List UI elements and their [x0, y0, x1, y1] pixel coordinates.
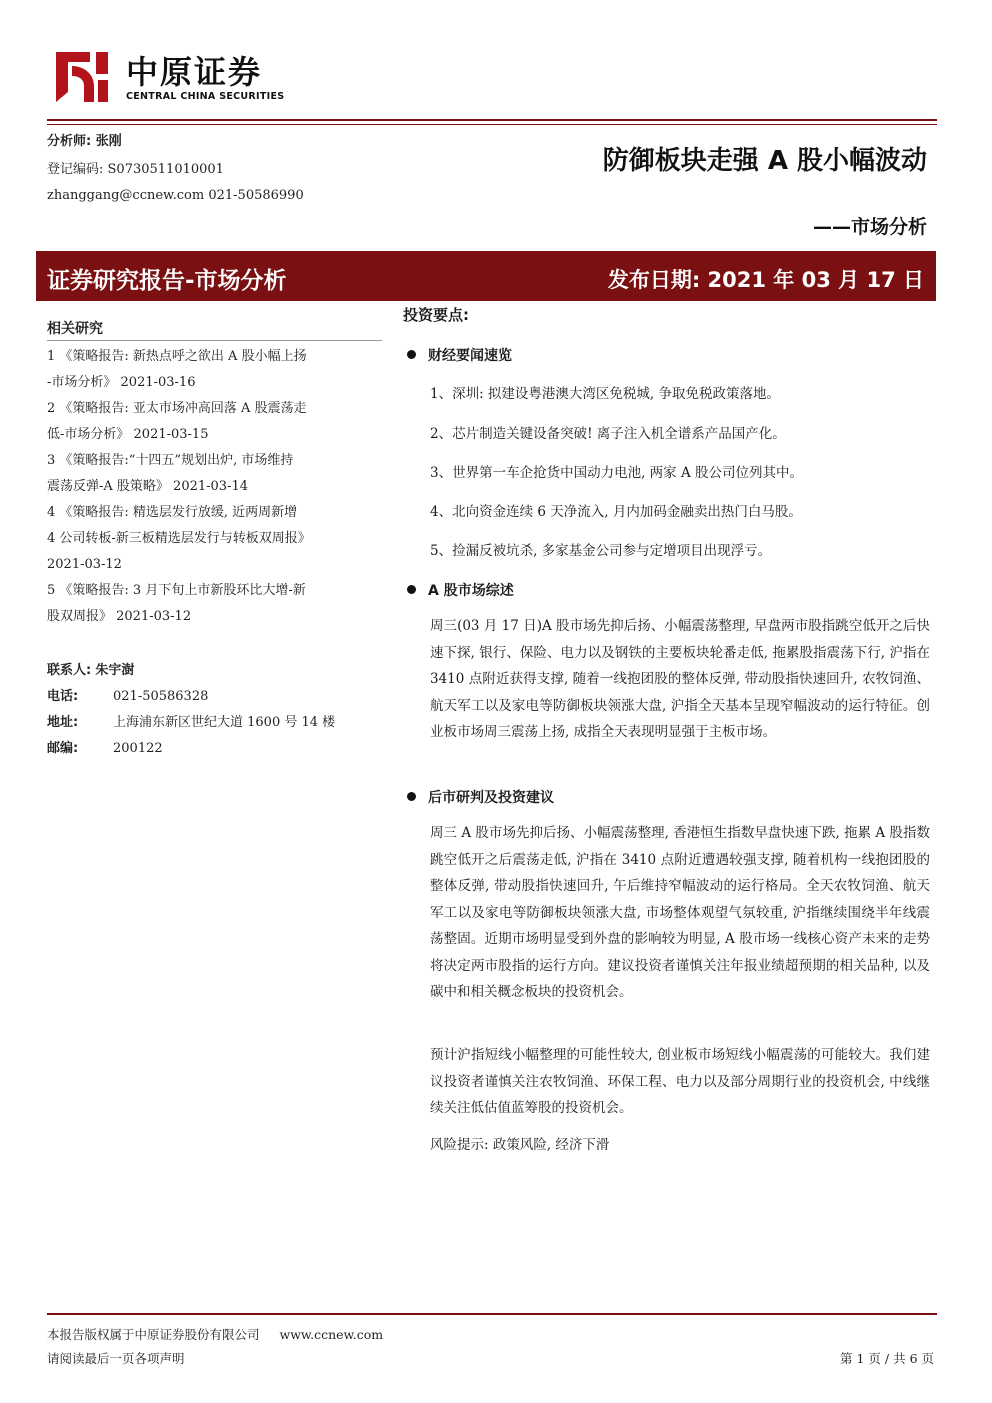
header-rule — [47, 119, 937, 121]
market-heading: A 股市场综述 — [407, 580, 514, 600]
news-item: 4、北向资金连续 6 天净流入, 月内加码金融卖出热门白马股。 — [430, 504, 802, 520]
related-item[interactable]: 4 《策略报告: 精选层发行放缓, 近两周新增 4 公司转板-新三板精选层发行与转板双周报》 2021-03-12 — [47, 505, 311, 572]
page-number: 第 1 页 / 共 6 页 — [840, 1351, 934, 1366]
footer-notice: 请阅读最后一页各项声明 — [47, 1351, 185, 1366]
news-item: 3、世界第一车企抢货中国动力电池, 两家 A 股公司位列其中。 — [430, 465, 804, 481]
related-item[interactable]: 5 《策略报告: 3 月下旬上市新股环比大增-新 股双周报》 2021-03-12 — [47, 583, 306, 624]
footer-copyright: 本报告版权属于中原证券股份有限公司 www.ccnew.com — [47, 1327, 384, 1342]
bullet-icon — [407, 585, 416, 594]
bullet-icon — [407, 792, 416, 801]
related-item[interactable]: 2 《策略报告: 亚太市场冲高回落 A 股震荡走 低-市场分析》 2021-03-15 — [47, 401, 307, 442]
company-name-cn: 中原证券 — [126, 53, 263, 91]
company-name-en: CENTRAL CHINA SECURITIES — [126, 91, 285, 102]
divider — [47, 340, 382, 341]
contact-person: 联系人: 朱宇澍 — [47, 663, 135, 678]
analyst-registration: 登记编码: S0730511010001 — [47, 162, 224, 177]
news-item: 2、芯片制造关键设备突破! 离子注入机全谱系产品国产化。 — [430, 426, 786, 442]
news-item: 5、捡漏反被坑杀, 多家基金公司参与定增项目出现浮亏。 — [430, 543, 772, 559]
outlook-heading: 后市研判及投资建议 — [407, 787, 554, 807]
contact-zip: 邮编: 200122 — [47, 741, 163, 756]
news-heading: 财经要闻速览 — [407, 345, 512, 365]
risk-warning: 风险提示: 政策风险, 经济下滑 — [430, 1137, 610, 1153]
related-research-heading: 相关研究 — [47, 321, 103, 337]
market-summary: 周三(03 月 17 日)A 股市场先抑后扬、小幅震荡整理, 早盘两市股指跳空低开之后快速下探, 银行、保险、电力以及钢铁的主要板块轮番走低, 拖累股指震荡下行, 沪指在 3410 点附近获得支撑, 随着一线抱团股的整体反弹, 带动股指快速回升, 农牧饲渔、航天军工以及家电等防御板块领涨大盘, 沪指全天基本呈现窄幅波动的运行特征。创业板市场周三震荡上扬, 成指全天表现明显强于主板市场。 — [430, 618, 930, 740]
report-title: 防御板块走强 A 股小幅波动 — [602, 146, 927, 176]
contact-address: 地址: 上海浦东新区世纪大道 1600 号 14 楼 — [47, 715, 336, 730]
publish-date: 发布日期: 2021 年 03 月 17 日 — [607, 268, 924, 292]
footer-website[interactable]: www.ccnew.com — [279, 1327, 384, 1342]
report-subtitle: ——市场分析 — [812, 216, 927, 238]
analyst-contact: zhanggang@ccnew.com 021-50586990 — [47, 188, 304, 203]
related-item[interactable]: 1 《策略报告: 新热点呼之欲出 A 股小幅上扬 -市场分析》 2021-03-16 — [47, 349, 307, 390]
related-research — [47, 318, 382, 638]
related-item[interactable]: 3 《策略报告:“十四五”规划出炉, 市场维持 震荡反弹-A 股策略》 2021-03-14 — [47, 453, 294, 494]
outlook-paragraph-2: 预计沪指短线小幅整理的可能性较大, 创业板市场短线小幅震荡的可能较大。我们建议投资者谨慎关注农牧饲渔、环保工程、电力以及部分周期行业的投资机会, 中线继续关注低估值蓝筹股的投资机会。 — [430, 1047, 930, 1116]
footer-rule — [47, 1313, 937, 1315]
header-rule-thin — [47, 124, 937, 125]
bullet-icon — [407, 350, 416, 359]
outlook-paragraph-1: 周三 A 股市场先抑后扬、小幅震荡整理, 香港恒生指数早盘快速下跌, 拖累 A 股指数跳空低开之后震荡走低, 沪指在 3410 点附近遭遇较强支撑, 随着机构一线抱团股的整体反弹, 带动股指快速回升, 午后维持窄幅波动的运行格局。全天农牧饲渔、航天军工以及家电等防御板块领涨大盘, 市场整体观望气氛较重, 沪指继续围绕半年线震荡整固。近期市场明显受到外盘的影响较为明显, A 股市场一线核心资产未来的走势将决定两市股指的运行方向。建议投资者谨慎关注年报业绩超预期的相关品种, 以及碳中和相关概念板块的投资机会。 — [430, 825, 930, 1000]
report-category: 证券研究报告-市场分析 — [47, 268, 287, 294]
analyst-name: 分析师: 张刚 — [47, 134, 122, 149]
contact-phone: 电话: 021-50586328 — [47, 689, 209, 704]
company-logo-mark — [50, 48, 112, 106]
news-item: 1、深圳: 拟建设粤港澳大湾区免税城, 争取免税政策落地。 — [430, 386, 781, 402]
contact-block — [47, 658, 382, 768]
key-points-heading: 投资要点: — [403, 306, 469, 324]
